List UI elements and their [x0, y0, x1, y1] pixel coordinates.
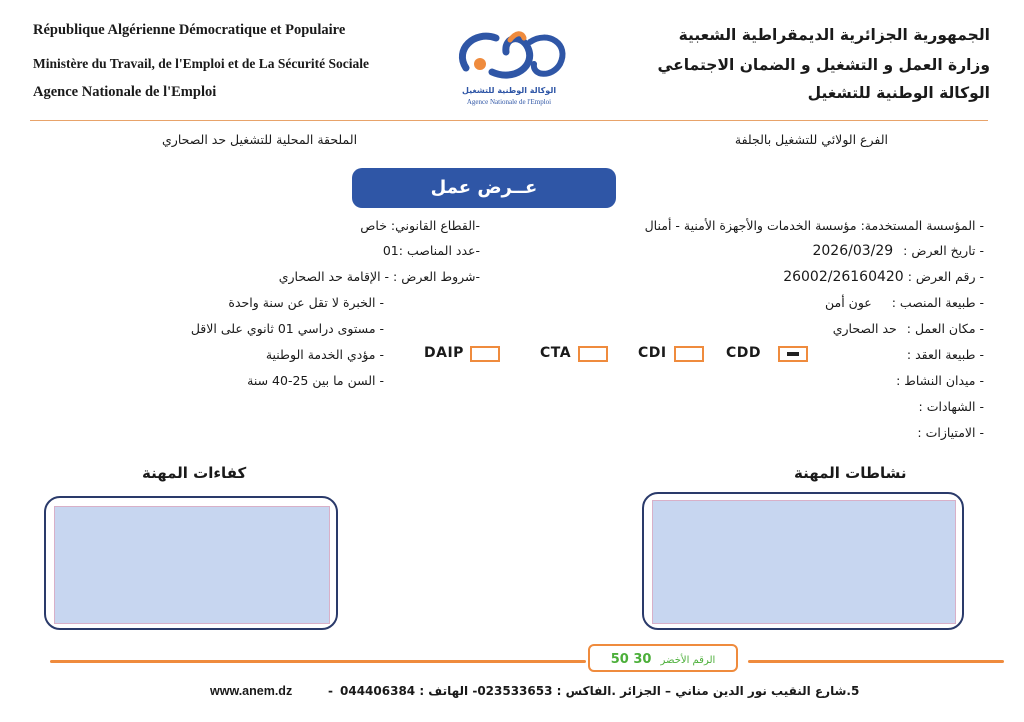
- field-benefits: [917, 425, 984, 440]
- logo-ar-text: الوكالة الوطنية للتشغيل: [461, 86, 557, 95]
- field-offer-date: [812, 243, 984, 259]
- field-workplace: [833, 321, 984, 336]
- header-ar-line1: الجمهورية الجزائرية الديمقراطية الشعبية: [678, 26, 990, 44]
- header-ar-line3: الوكالة الوطنية للتشغيل: [807, 84, 990, 102]
- header-divider: [30, 120, 988, 121]
- footer-address: 5.شارع النقيب نور الدين مناني – الجزائر .الفاكس : 023533653- الهاتف : 044406384: [340, 684, 860, 698]
- logo-fr-text: Agence Nationale de l'Emploi: [466, 98, 552, 106]
- branch-left: الملحقة المحلية للتشغيل حد الصحاري: [162, 132, 358, 147]
- field-legal-sector: -القطاع القانوني: خاص: [360, 218, 480, 233]
- green-number-label: الرقم الأخضر: [660, 655, 716, 666]
- contract-cdd-checkbox[interactable]: [778, 346, 808, 362]
- condition-national-service: - مؤدي الخدمة الوطنية: [265, 347, 384, 362]
- field-activity: [896, 373, 984, 388]
- field-position: [825, 295, 984, 310]
- footer-line-left: [50, 660, 586, 663]
- field-offer-number-value: 26002/26160420: [783, 269, 904, 285]
- field-employer: [645, 218, 984, 233]
- header-fr-line2: Ministère du Travail, de l'Emploi et de La Sécurité Sociale: [33, 56, 369, 71]
- activities-content[interactable]: [652, 500, 956, 624]
- field-workplace-value: حد الصحاري: [832, 321, 897, 336]
- condition-experience: - الخبرة لا تقل عن سنة واحدة: [228, 295, 384, 310]
- contract-cta-checkbox[interactable]: [578, 346, 608, 362]
- field-contract-label: - طبيعة العقد :: [906, 347, 984, 362]
- header-fr-line1: République Algérienne Démocratique et Populaire: [33, 22, 346, 38]
- field-employer-label: - المؤسسة المستخدمة:: [860, 218, 984, 233]
- condition-education: - مستوى دراسي 01 ثانوي على الاقل: [190, 321, 384, 336]
- field-offer-number-label: - رقم العرض :: [907, 269, 984, 284]
- condition-age: - السن ما بين 25-40 سنة: [247, 373, 384, 388]
- contract-cdi-label: CDI: [638, 345, 667, 361]
- field-offer-number: [783, 269, 984, 285]
- contract-daip-checkbox[interactable]: [470, 346, 500, 362]
- footer-dash: -: [328, 684, 333, 698]
- skills-title: كفاءات المهنة: [142, 464, 247, 482]
- green-number-badge: [588, 644, 738, 672]
- contract-daip-label: DAIP: [424, 345, 464, 361]
- footer-website[interactable]: www.anem.dz: [210, 684, 293, 698]
- agency-logo-icon: [444, 20, 574, 90]
- field-offer-date-label: - تاريخ العرض :: [903, 243, 984, 258]
- skills-content[interactable]: [54, 506, 330, 624]
- field-certificates-label: - الشهادات :: [918, 399, 984, 414]
- field-offer-date-value: 2026/03/29: [812, 243, 894, 259]
- activities-panel: [642, 492, 964, 630]
- agency-logo: [444, 20, 574, 112]
- field-positions-count: -عدد المناصب :01: [382, 243, 480, 258]
- field-employer-value: مؤسسة الخدمات والأجهزة الأمنية - أمنال: [644, 218, 857, 233]
- branch-right: الفرع الولائي للتشغيل بالجلفة: [734, 132, 888, 147]
- field-conditions: -شروط العرض : - الإقامة حد الصحاري: [278, 269, 480, 284]
- field-benefits-label: - الامتيازات :: [917, 425, 984, 440]
- header-ar-line2: وزارة العمل و التشغيل و الضمان الاجتماعي: [657, 56, 990, 74]
- field-workplace-label: - مكان العمل :: [906, 321, 984, 336]
- field-position-value: عون أمن: [824, 295, 872, 310]
- contract-cdi-checkbox[interactable]: [674, 346, 704, 362]
- field-activity-label: - ميدان النشاط :: [896, 373, 984, 388]
- field-certificates: [919, 399, 984, 414]
- footer-line-right: [748, 660, 1004, 663]
- field-contract: [907, 347, 984, 362]
- field-position-label: - طبيعة المنصب :: [891, 295, 984, 310]
- header-fr-line3: Agence Nationale de l'Emploi: [33, 84, 217, 100]
- page-title: عــرض عمل: [352, 168, 616, 208]
- contract-cdd-label: CDD: [726, 345, 762, 361]
- contract-cta-label: CTA: [540, 345, 572, 361]
- skills-panel: [44, 496, 338, 630]
- activities-title: نشاطات المهنة: [794, 464, 907, 482]
- green-number-value: 30 50: [610, 652, 652, 667]
